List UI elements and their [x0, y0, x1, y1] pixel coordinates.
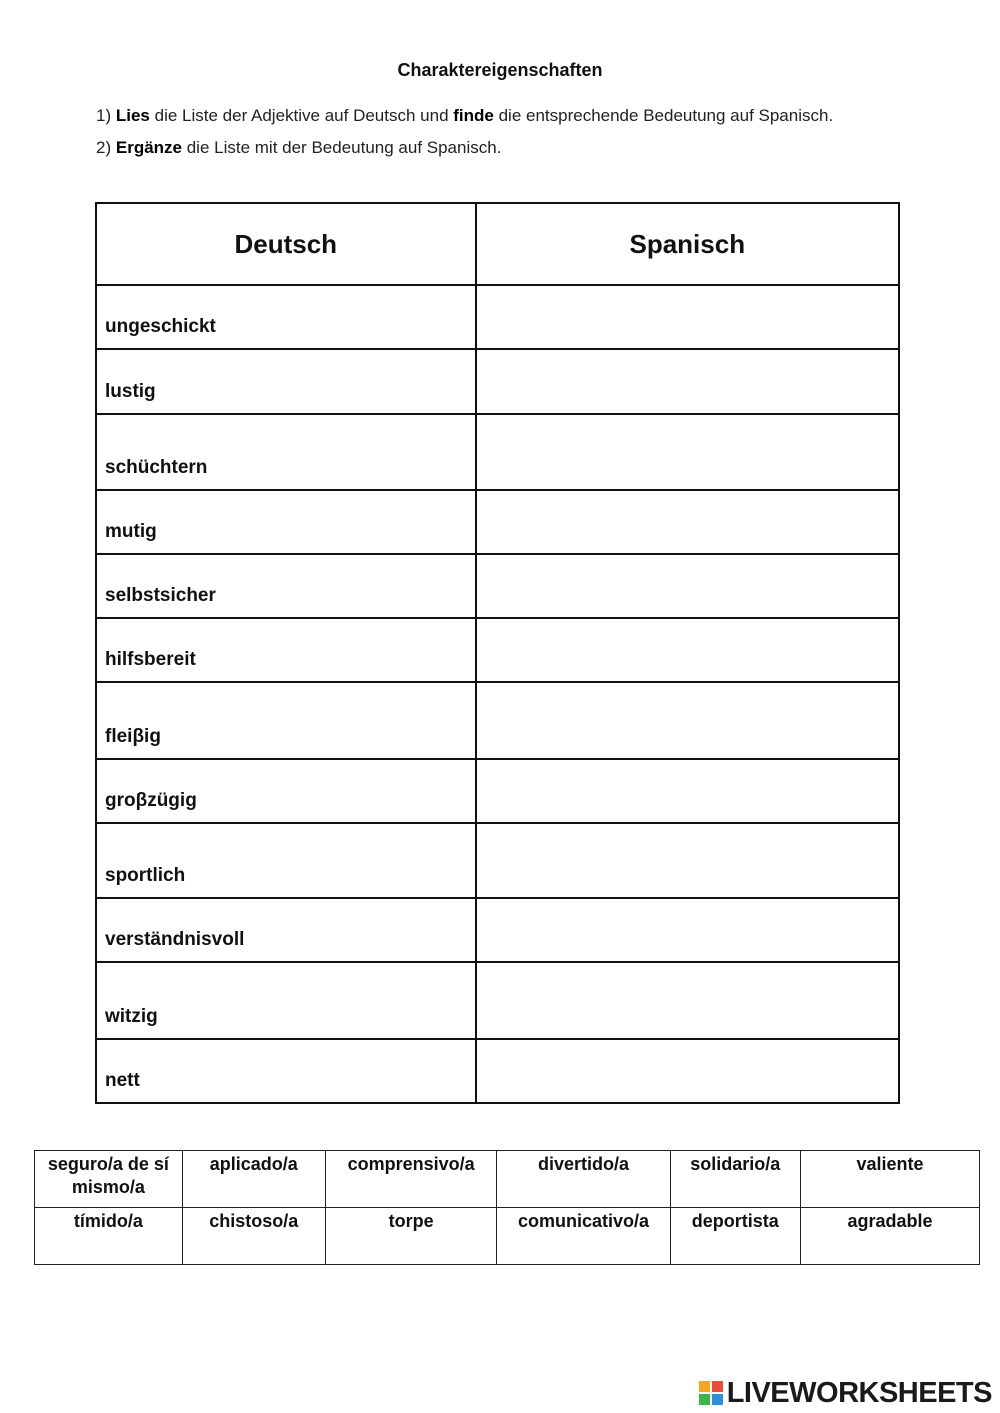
table-row — [96, 554, 899, 618]
word-bank-item: chistoso/a — [182, 1208, 325, 1265]
spanish-answer-field[interactable] — [476, 618, 899, 682]
german-adjective: groβzügig — [96, 759, 476, 823]
spanish-answer-field[interactable] — [476, 554, 899, 618]
spanish-answer-field[interactable] — [476, 962, 899, 1039]
word-bank-item: deportista — [670, 1208, 800, 1265]
table-row — [96, 898, 899, 962]
table-row — [96, 962, 899, 1039]
word-bank-item: comprensivo/a — [325, 1151, 497, 1208]
instruction-keyword: finde — [453, 106, 494, 125]
table-header-row — [96, 203, 899, 285]
german-adjective: mutig — [96, 490, 476, 554]
instruction-text: die Liste mit der Bedeutung auf Spanisch. — [182, 138, 502, 157]
german-adjective: witzig — [96, 962, 476, 1039]
liveworksheets-logo — [699, 1376, 992, 1410]
instruction-text: die Liste der Adjektive auf Deutsch und — [149, 106, 454, 125]
word-bank-item: valiente — [801, 1151, 980, 1208]
german-adjective: sportlich — [96, 823, 476, 898]
table-row — [96, 682, 899, 759]
spanish-answer-field[interactable] — [476, 414, 899, 490]
instruction-text: die entsprechende Bedeutung auf Spanisch. — [493, 106, 834, 125]
vocabulary-table — [95, 202, 900, 1104]
spanish-answer-field[interactable] — [476, 823, 899, 898]
german-adjective: verständnisvoll — [96, 898, 476, 962]
word-bank-item: solidario/a — [670, 1151, 800, 1208]
table-row — [96, 285, 899, 349]
logo-text: LIVEWORKSHEETS — [726, 1376, 992, 1409]
table-row — [96, 1039, 899, 1103]
spanish-answer-field[interactable] — [476, 898, 899, 962]
spanish-answer-field[interactable] — [476, 285, 899, 349]
worksheet-title: Charaktereigenschaften — [397, 60, 603, 80]
instruction-1 — [96, 106, 833, 126]
word-bank-row — [35, 1151, 980, 1208]
table-row — [96, 349, 899, 414]
german-adjective: nett — [96, 1039, 476, 1103]
table-row — [96, 414, 899, 490]
word-bank-item: agradable — [801, 1208, 980, 1265]
instruction-number: 1) — [96, 106, 112, 125]
spanish-answer-field[interactable] — [476, 759, 899, 823]
german-adjective: selbstsicher — [96, 554, 476, 618]
word-bank-item: comunicativo/a — [497, 1208, 670, 1265]
word-bank-item: aplicado/a — [182, 1151, 325, 1208]
spanish-answer-field[interactable] — [476, 490, 899, 554]
header-deutsch: Deutsch — [96, 203, 476, 285]
spanish-answer-field[interactable] — [476, 1039, 899, 1103]
instruction-keyword: Lies — [115, 106, 150, 125]
instruction-keyword: Ergänze — [115, 138, 182, 157]
word-bank-item: seguro/a de sí mismo/a — [35, 1151, 183, 1208]
instruction-2 — [96, 138, 501, 158]
german-adjective: lustig — [96, 349, 476, 414]
liveworksheets-logo-icon — [699, 1381, 723, 1405]
spanish-answer-field[interactable] — [476, 349, 899, 414]
word-bank — [34, 1150, 980, 1265]
word-bank-item: tímido/a — [35, 1208, 183, 1265]
word-bank-item: torpe — [325, 1208, 497, 1265]
spanish-answer-field[interactable] — [476, 682, 899, 759]
german-adjective: fleiβig — [96, 682, 476, 759]
table-row — [96, 759, 899, 823]
word-bank-row — [35, 1208, 980, 1265]
table-row — [96, 618, 899, 682]
german-adjective: ungeschickt — [96, 285, 476, 349]
header-spanisch: Spanisch — [476, 203, 899, 285]
instruction-number: 2) — [96, 138, 112, 157]
german-adjective: hilfsbereit — [96, 618, 476, 682]
word-bank-item: divertido/a — [497, 1151, 670, 1208]
table-row — [96, 490, 899, 554]
table-row — [96, 823, 899, 898]
german-adjective: schüchtern — [96, 414, 476, 490]
